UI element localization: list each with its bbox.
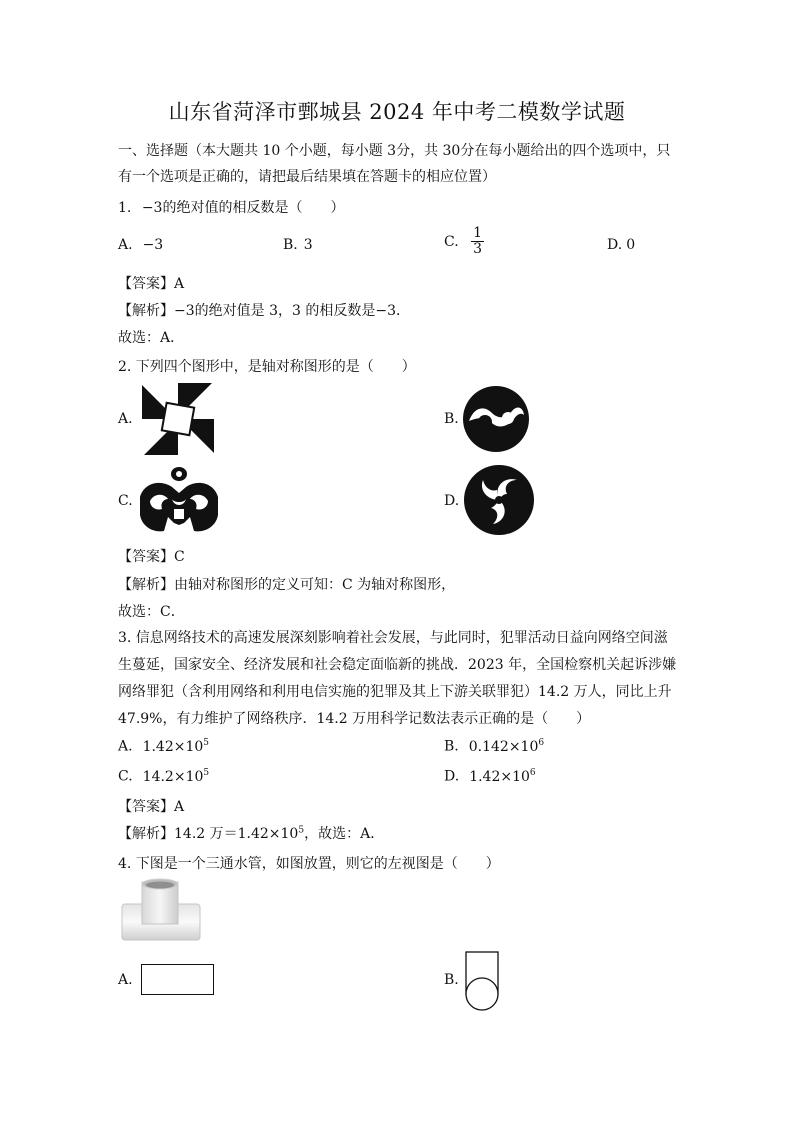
q2-stem: 2. 下列四个图形中，是轴对称图形的是（ ） [118, 359, 416, 375]
q1-stem-text: 的绝对值的相反数是（ ） [162, 200, 345, 216]
q1-stem [118, 197, 344, 217]
q3-answer: 【答案】A [118, 799, 185, 815]
q2-analysis: 【解析】由轴对称图形的定义可知：C 为轴对称图形， [118, 577, 456, 593]
q4-label-b: B. [444, 972, 459, 988]
q3-analysis: 【解析】14.2 万$=1.42\times 10^5$，故选：A． [118, 825, 385, 842]
q2-label-b: B. [444, 411, 459, 427]
q1-answer: 【答案】A [118, 276, 185, 292]
q4-option-a-rectangle [141, 964, 214, 995]
fraction-one-third: $\frac{1}{3}$ [473, 225, 483, 258]
q3-line1: 3. 信息网络技术的高速发展深刻影响着社会发展，与此同时，犯罪活动日益向网络空间滋 [118, 630, 668, 646]
q1-option-c: C. $\frac{1}{3}$ [444, 225, 483, 258]
swirl-circle-figure [462, 385, 530, 453]
q1-math: −3 [141, 200, 163, 216]
q2-label-a: A. [118, 411, 133, 427]
q2-label-c: C. [118, 493, 133, 509]
q1-analysis: 【解析】−3的绝对值是 3，3 的相反数是−3． [118, 303, 410, 319]
q2-conclusion: 故选：C． [118, 604, 185, 620]
q3-option-a: A. $1.42\times 10^5$ [118, 738, 210, 755]
q1-option-b: B. 3 [283, 237, 313, 253]
pinwheel-figure [140, 381, 216, 457]
section-heading-line1: 一、选择题（本大题共 10 个小题，每小题 3分，共 30分在每小题给出的四个选项中，只 [118, 143, 671, 159]
q3-option-d: D. $1.42\times 10^6$ [444, 768, 536, 785]
q2-answer: 【答案】C [118, 549, 185, 565]
symmetric-ornament-figure [138, 465, 220, 535]
page-title: 山东省菏泽市鄄城县 2024 年中考二模数学试题 [168, 100, 626, 124]
section-heading-line2: 有一个选项是正确的，请把最后结果填在答题卡的相应位置） [118, 169, 496, 185]
tee-pipe-photo [120, 878, 202, 944]
q1-option-d: D. 0 [607, 237, 636, 253]
q2-label-d: D. [444, 493, 460, 509]
q1-option-a: A. −3 [118, 237, 164, 253]
q4-option-b-figure [463, 950, 501, 1012]
q3-option-c: C. $14.2\times 10^5$ [118, 768, 210, 785]
q4-stem: 4. 下图是一个三通水管，如图放置，则它的左视图是（ ） [118, 856, 500, 872]
q3-line4: 47.9%，有力维护了网络秩序．14.2 万用科学记数法表示正确的是（ ） [118, 711, 591, 727]
triple-swirl-figure [463, 464, 535, 536]
q3-line2: 生蔓延，国家安全、经济发展和社会稳定面临新的挑战．2023 年，全国检察机关起诉涉嫌 [118, 657, 677, 673]
q1-number: 1. [118, 200, 132, 216]
q3-line3: 网络罪犯（含利用网络和利用电信实施的犯罪及其上下游关联罪犯）14.2 万人，同比上升 [118, 684, 672, 700]
q1-conclusion: 故选：A． [118, 330, 185, 346]
q3-option-b: B. $0.142\times 10^6$ [444, 738, 545, 755]
q4-label-a: A. [118, 972, 133, 988]
